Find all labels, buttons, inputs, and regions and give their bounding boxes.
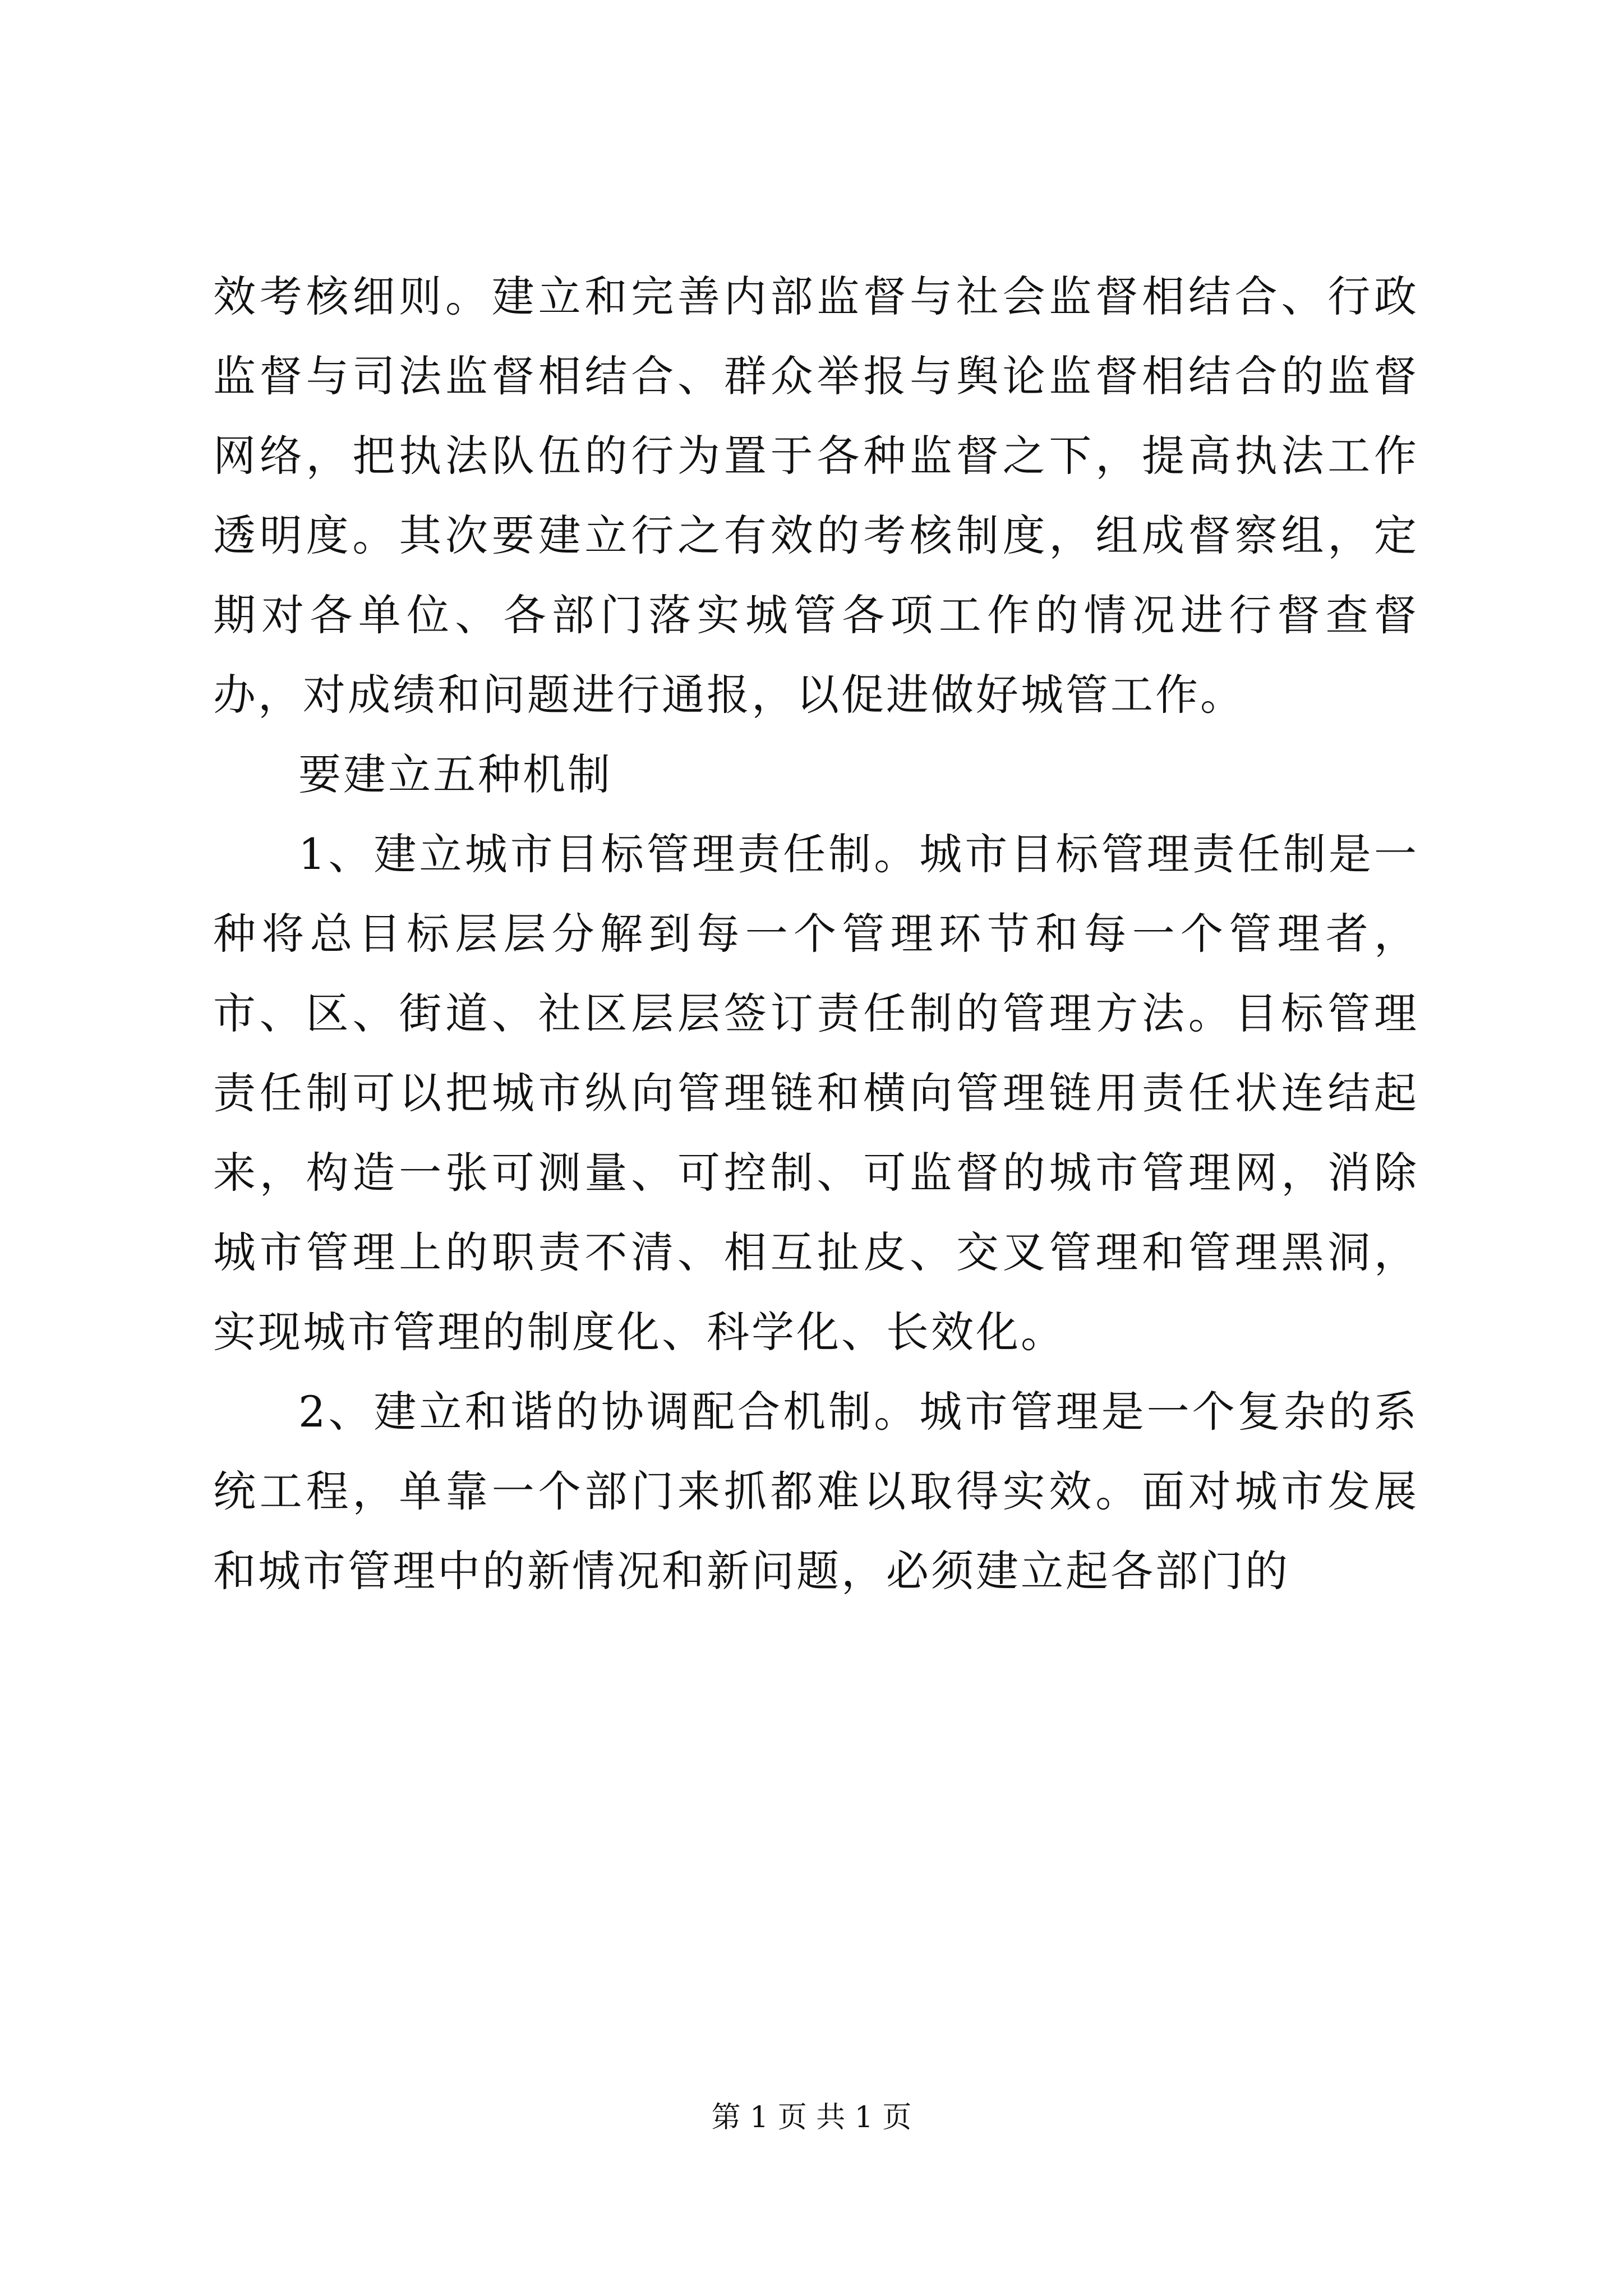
paragraph-4: 2、建立和谐的协调配合机制。城市管理是一个复杂的系统工程，单靠一个部门来抓都难以取得实效。面对城市发展和城市管理中的新情况和新问题，必须建立起各部门的: [213, 1387, 1419, 1596]
paragraph-2-heading: 要建立五种机制: [298, 749, 612, 799]
document-body: [213, 257, 1419, 1611]
paragraph-1: 效考核细则。建立和完善内部监督与社会监督相结合、行政监督与司法监督相结合、群众举报与舆论监督相结合的监督网络，把执法队伍的行为置于各种监督之下，提高执法工作透明度。其次要建立行之有效的考核制度，组成督察组，定期对各单位、各部门落实城管各项工作的情况进行督查督办，对成绩和问题进行通报，以促进做好城管工作。: [213, 272, 1419, 720]
page-number-label: 第 1 页 共 1 页: [711, 2101, 912, 2134]
paragraph-3: 1、建立城市目标管理责任制。城市目标管理责任制是一种将总目标层层分解到每一个管理环节和每一个管理者，市、区、街道、社区层层签订责任制的管理方法。目标管理责任制可以把城市纵向管理链和横向管理链用责任状连结起来，构造一张可测量、可控制、可监督的城市管理网，消除城市管理上的职责不清、相互扯皮、交叉管理和管理黑洞，实现城市管理的制度化、科学化、长效化。: [213, 829, 1419, 1357]
page-footer: [0, 2098, 1623, 2137]
